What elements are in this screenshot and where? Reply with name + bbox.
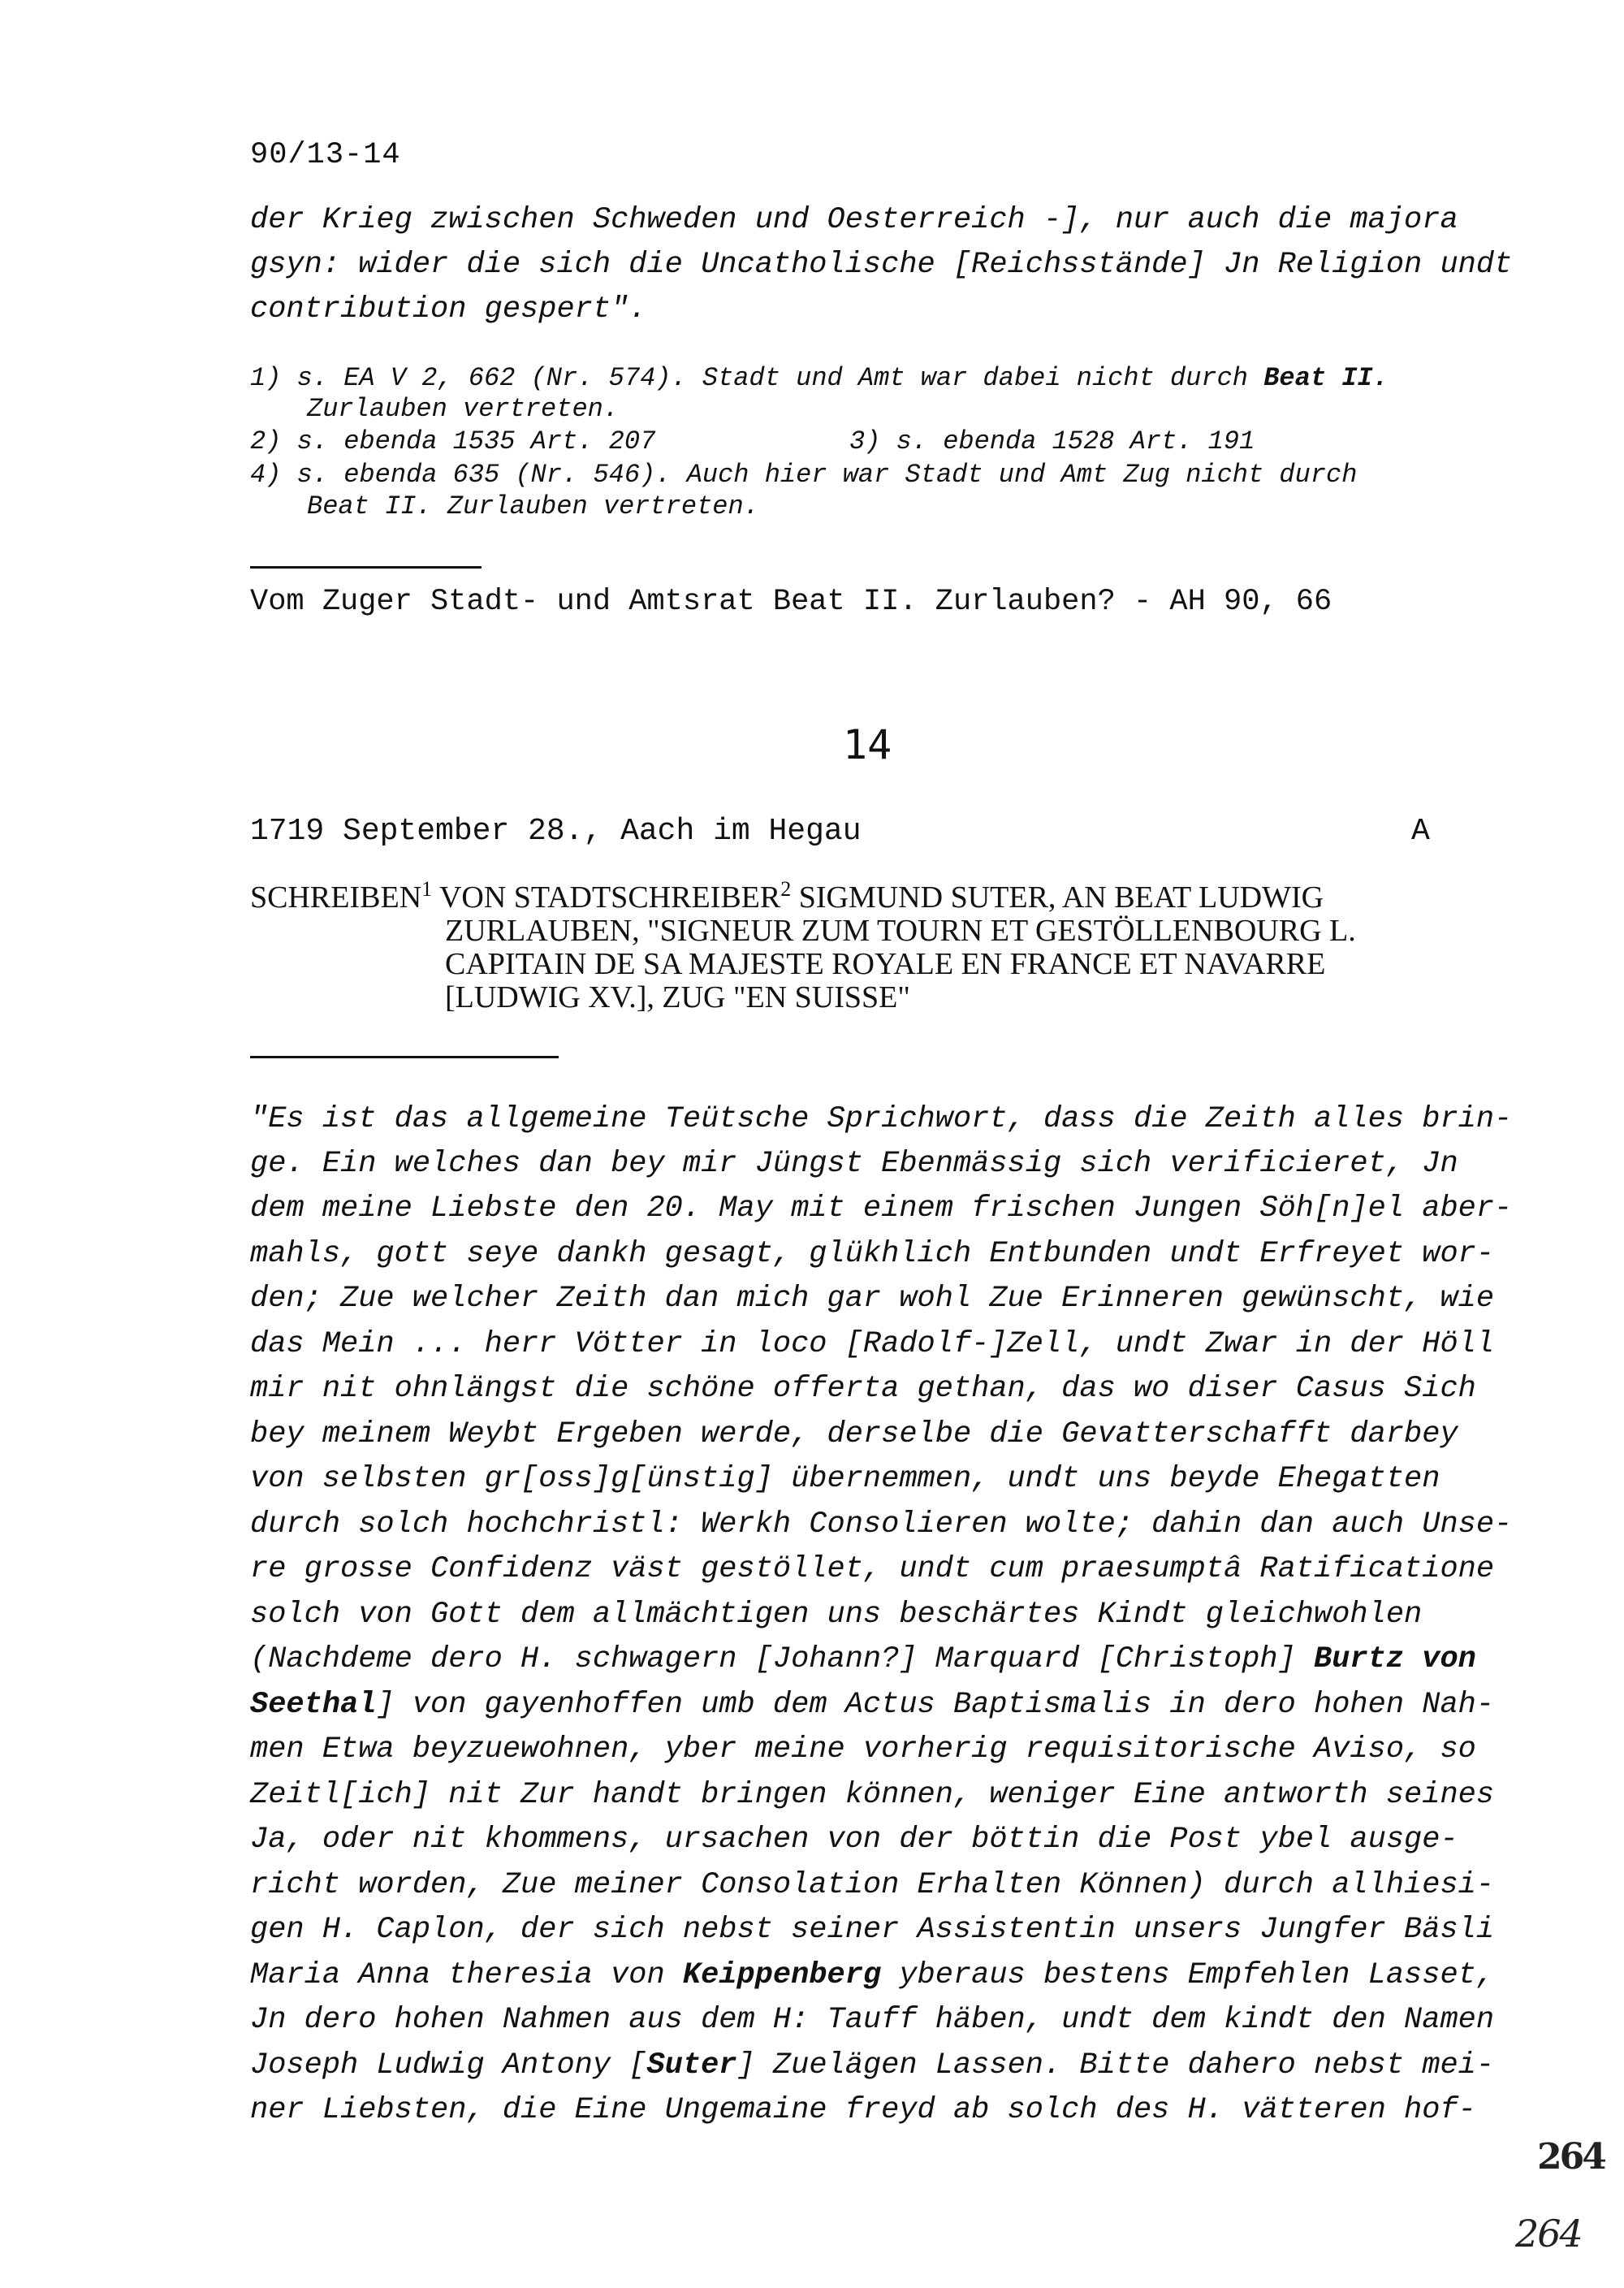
body-line: Zeitl[ich] nit Zur handt bringen können, weniger Eine antworth seines — [250, 1778, 1495, 1812]
body-line: re grosse Confidenz väst gestöllet, undt cum praesumptâ Ratificatione — [250, 1552, 1495, 1586]
body-line: men Etwa beyzuewohnen, yber meine vorherig requisitorische Aviso, so — [250, 1732, 1476, 1767]
body-line: (Nachdeme dero H. schwagern [Johann?] Marquard [Christoph] Burtz von — [250, 1642, 1476, 1676]
body-line: mir nit ohnlängst die schöne offerta gethan, das wo diser Casus Sich — [250, 1372, 1476, 1406]
previous-text-line: contribution gespert". — [250, 292, 647, 327]
footnote-2: 2) s. ebenda 1535 Art. 207 — [250, 426, 656, 456]
footnote-4: 4) s. ebenda 635 (Nr. 546). Auch hier war Stadt und Amt Zug nicht durch — [250, 460, 1358, 490]
body-line: Jn dero hohen Nahmen aus dem H: Tauff häben, undt dem kindt den Namen — [250, 2003, 1495, 2037]
body-line: solch von Gott dem allmächtigen uns beschärtes Kindt gleichwohlen — [250, 1598, 1423, 1632]
body-line: das Mein ... herr Vötter in loco [Radolf-]Zell, undt Zwar in der Höll — [250, 1327, 1495, 1361]
page-reference: 90/13-14 — [250, 138, 401, 172]
body-line: bey meinem Weybt Ergeben werde, derselbe die Gevatterschafft darbey — [250, 1417, 1458, 1451]
body-line: Maria Anna theresia von Keippenberg yberaus bestens Empfehlen Lasset, — [250, 1958, 1495, 1992]
footnote-1: 1) s. EA V 2, 662 (Nr. 574). Stadt und Amt war dabei nicht durch Beat II. — [250, 363, 1389, 393]
page-number-handwritten: 264 — [1515, 2212, 1582, 2256]
body-line: ner Liebsten, die Eine Ungemaine freyd ab solch des H. vätteren hof- — [250, 2093, 1476, 2127]
original-mark: A — [1411, 814, 1430, 849]
previous-text-line: gsyn: wider die sich die Uncatholische [Reichsstände] Jn Religion undt — [250, 248, 1513, 282]
body-line: durch solch hochchristl: Werkh Consolieren wolte; dahin dan auch Unse- — [250, 1507, 1513, 1542]
footnote-marker: 2 — [780, 877, 792, 901]
date-place: 1719 September 28., Aach im Hegau — [250, 814, 862, 849]
document-number: 14 — [843, 721, 892, 768]
title-line: CAPITAIN DE SA MAJESTE ROYALE EN FRANCE ET NAVARRE — [445, 947, 1326, 981]
body-line: ge. Ein welches dan bey mir Jüngst Ebenmässig sich verificieret, Jn — [250, 1147, 1458, 1181]
body-line: Seethal] von gayenhoffen umb dem Actus Baptismalis in dero hohen Nah- — [250, 1688, 1495, 1722]
previous-text-line: der Krieg zwischen Schweden und Oesterreich -], nur auch die majora — [250, 203, 1458, 237]
page-number-stamp: 264 — [1537, 2136, 1605, 2178]
body-line: "Es ist das allgemeine Teütsche Sprichwort, dass die Zeith alles brin- — [250, 1102, 1513, 1136]
title-line: [LUDWIG XV.], ZUG "EN SUISSE" — [445, 980, 910, 1014]
body-line: von selbsten gr[oss]g[ünstig] übernemmen, undt uns beyde Ehegatten — [250, 1462, 1440, 1496]
body-line: mahls, gott seye dankh gesagt, glükhlich Entbunden undt Erfreyet wor- — [250, 1237, 1495, 1271]
section-divider — [250, 1056, 559, 1058]
footnote-1-continuation: Zurlauben vertreten. — [307, 394, 620, 424]
body-line: den; Zue welcher Zeith dan mich gar wohl Zue Erinneren gewünscht, wie — [250, 1282, 1495, 1316]
footnote-marker: 1 — [421, 877, 433, 901]
body-line: dem meine Liebste den 20. May mit einem frischen Jungen Söh[n]el aber- — [250, 1192, 1513, 1226]
body-line: Joseph Ludwig Antony [Suter] Zuelägen Lassen. Bitte dahero nebst mei- — [250, 2048, 1495, 2083]
footnote-4-continuation: Beat II. Zurlauben vertreten. — [307, 491, 759, 521]
title-line: ZURLAUBEN, "SIGNEUR ZUM TOURN ET GESTÖLLENBOURG L. — [445, 914, 1356, 948]
body-line: Ja, oder nit khommens, ursachen von der böttin die Post ybel ausge- — [250, 1823, 1458, 1857]
footnote-3: 3) s. ebenda 1528 Art. 191 — [849, 426, 1255, 456]
body-line: gen H. Caplon, der sich nebst seiner Assistentin unsers Jungfer Bäsli — [250, 1913, 1495, 1947]
body-line: richt worden, Zue meiner Consolation Erhalten Können) durch allhiesi- — [250, 1868, 1495, 1902]
source-attribution: Vom Zuger Stadt- und Amtsrat Beat II. Zurlauben? - AH 90, 66 — [250, 585, 1332, 619]
title-line: SCHREIBEN$^1$ VON STADTSCHREIBER$^2$ SIGMUND SUTER, AN BEAT LUDWIG — [250, 877, 1324, 915]
section-divider — [250, 566, 482, 569]
